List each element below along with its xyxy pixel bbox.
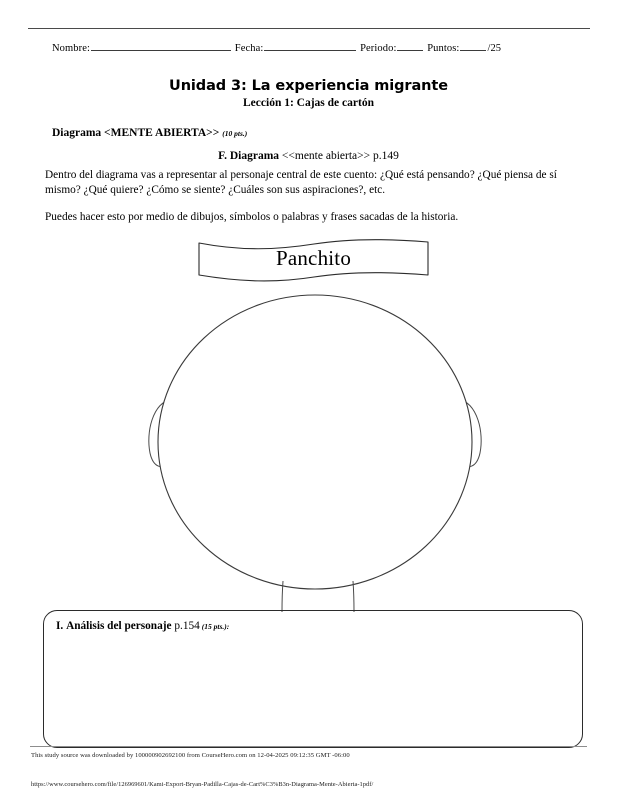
student-info-row (52, 41, 582, 56)
instruction-paragraph-2: Puedes hacer esto por medio de dibujos, símbolos o palabras y frases sacadas de la historia. (45, 211, 459, 223)
diagram-heading-points: (10 pts.) (222, 129, 248, 138)
period-label: Periodo: (360, 43, 397, 54)
period-input[interactable] (397, 41, 423, 51)
instruction-paragraph-1: Dentro del diagrama vas a representar al personaje central de este cuento: ¿Qué está pensando? ¿Qué piensa de sí mismo? ¿Qué quiere? ¿Cómo se siente? ¿Cuáles son sus aspiraciones?, etc. (45, 169, 557, 196)
diagram-heading-text: Diagrama <MENTE ABIERTA>> (52, 127, 220, 139)
header-divider (28, 28, 590, 29)
open-mind-diagram[interactable] (130, 285, 500, 620)
diagram-heading (52, 127, 247, 139)
analysis-points: (15 pts.): (201, 622, 230, 631)
points-label: Puntos: (427, 43, 460, 54)
points-total: /25 (487, 43, 502, 54)
lesson-title: Lección 1: Cajas de cartón (243, 97, 374, 109)
analysis-title: Análisis del personaje (66, 620, 172, 632)
diagram-subheading-bold: F. Diagrama (218, 150, 280, 162)
footer-divider (30, 746, 587, 747)
diagram-subheading (0, 150, 617, 162)
diagram-subheading-rest: <<mente abierta>> p.149 (281, 150, 399, 162)
download-notice: This study source was downloaded by 100000902692100 from CourseHero.com on 12-04-2025 09:12:35 GMT -06:00 (31, 752, 350, 759)
analysis-page-ref: p.154 (174, 620, 200, 632)
name-label: Nombre: (52, 43, 91, 54)
head-outline-shape[interactable] (158, 295, 472, 589)
date-input[interactable] (264, 41, 356, 51)
source-url[interactable]: https://www.coursehero.com/file/126969601/Kami-Export-Bryan-Padilla-Cajas-de-Cart%C3%B3n-Diagrama-Mente-Abierta-1pdf/ (31, 781, 374, 788)
character-name-banner (196, 237, 431, 282)
unit-title: Unidad 3: La experiencia migrante (169, 78, 448, 94)
points-input[interactable] (460, 41, 486, 51)
analysis-number: I. (56, 620, 64, 632)
neck-right-line (353, 581, 354, 612)
name-input[interactable] (91, 41, 231, 51)
date-label: Fecha: (234, 43, 264, 54)
character-analysis-label (56, 620, 229, 632)
character-name-text: Panchito (275, 246, 352, 270)
